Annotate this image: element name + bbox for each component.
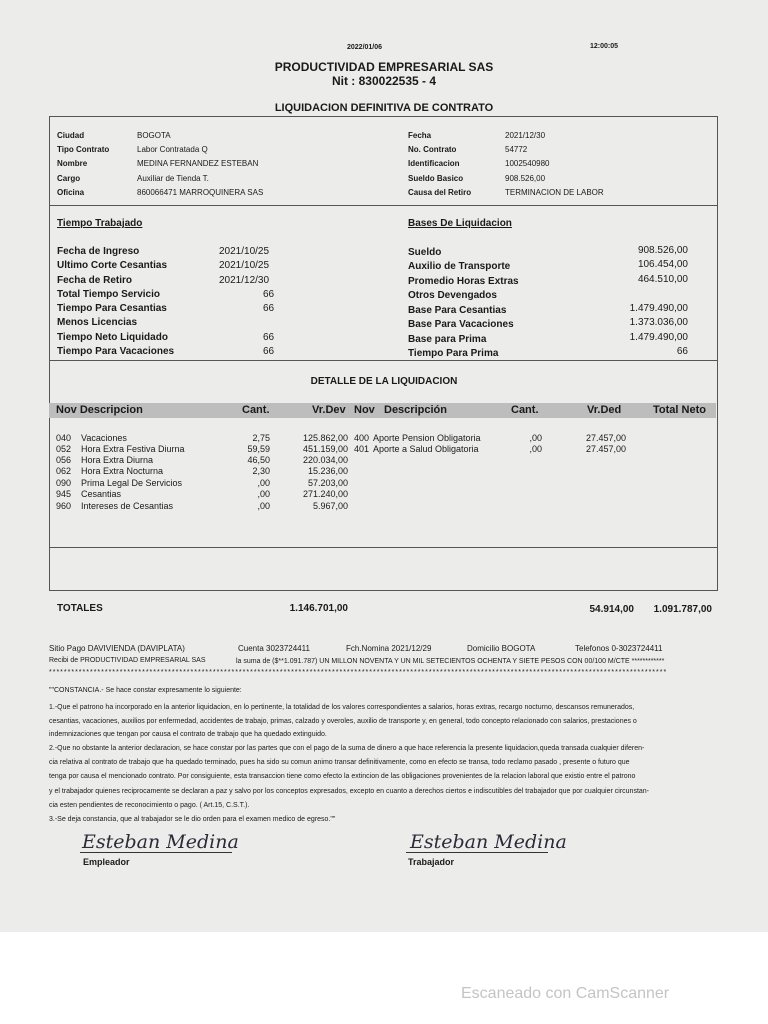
row-cant: 2,30 [252, 466, 270, 476]
row-nov: 401 [354, 444, 370, 454]
info-value: Labor Contratada Q [137, 145, 208, 154]
row-desc: Aporte a Salud Obligatoria [373, 444, 479, 454]
base-value: 464.510,00 [637, 274, 688, 285]
base-label: Base Para Vacaciones [408, 319, 514, 330]
tiempo-value: 66 [263, 289, 275, 300]
document-title: LIQUIDACION DEFINITIVA DE CONTRATO [274, 102, 494, 114]
tiempo-value: 2021/12/30 [219, 275, 270, 286]
signature-line [80, 852, 232, 853]
info-label: Nombre [57, 159, 88, 168]
fecha-nomina: Fch.Nomina 2021/12/29 [346, 644, 432, 653]
tiempo-label: Ultimo Corte Cesantias [57, 260, 168, 271]
base-label: Promedio Horas Extras [408, 276, 519, 287]
tiempo-value: 2021/10/25 [219, 260, 270, 271]
base-value: 106.454,00 [637, 259, 688, 270]
col-total-neto: Total Neto [653, 404, 706, 416]
row-desc: Vacaciones [81, 433, 127, 443]
col-nov-descripcion: Nov Descripcion [56, 404, 143, 416]
tiempo-label: Tiempo Para Vacaciones [57, 346, 175, 357]
row-cant: 46,50 [247, 455, 270, 465]
info-value: 1002540980 [505, 159, 550, 168]
row-desc: Hora Extra Festiva Diurna [81, 444, 185, 454]
constancia-line: cesantias, vacaciones, auxilios por enfermedad, accidentes de trabajo, primas, calzado y overoles, auxilio de transporte y, en general, todo concepto relacionado con salarios, prestaciones o [49, 718, 637, 725]
signature-line [406, 852, 548, 853]
print-date: 2022/01/06 [347, 44, 383, 51]
row-cant: ,00 [257, 478, 270, 488]
row-nov: 052 [56, 444, 72, 454]
row-nov: 040 [56, 433, 72, 443]
total-devengado: 1.146.701,00 [289, 603, 348, 614]
constancia-line: 3.-Se deja constancia, que al trabajador se le dio orden para el examen medico de egreso."" [49, 816, 336, 823]
info-value: 860066471 MARROQUINERA SAS [137, 188, 264, 197]
bases-title: Bases De Liquidacion [408, 218, 512, 229]
total-deducido: 54.914,00 [589, 604, 634, 615]
domicilio: Domicilio BOGOTA [467, 644, 536, 653]
col-cant: Cant. [242, 404, 270, 416]
base-label: Otros Devengados [408, 290, 497, 301]
base-label: Auxilio de Transporte [408, 261, 511, 272]
col-cant-ded: Cant. [511, 404, 539, 416]
print-time: 12:00:05 [590, 43, 619, 50]
constancia-line: indemnizaciones que tengan por causa el contrato de trabajo que ha quedado extinguido. [49, 731, 327, 738]
info-value: Auxiliar de Tienda T. [137, 174, 209, 183]
tiempo-value: 66 [263, 332, 275, 343]
info-value: TERMINACION DE LABOR [505, 188, 604, 197]
base-value: 66 [676, 346, 688, 357]
row-desc: Aporte Pension Obligatoria [373, 433, 481, 443]
base-value: 908.526,00 [637, 245, 688, 256]
constancia-line: tenga por causa el mencionado contrato. Por consiguiente, esta transaccion tiene como efecto la extincion de las obligaciones provenientes de la relacion laboral que existio entre el patrono [49, 773, 636, 780]
info-label: Ciudad [57, 131, 85, 140]
row-cant: ,00 [529, 433, 542, 443]
row-valor: 220.034,00 [302, 455, 348, 465]
row-cant: 2,75 [252, 433, 270, 443]
base-label: Tiempo Para Prima [408, 348, 499, 359]
row-nov: 960 [56, 501, 72, 511]
row-valor: 5.967,00 [312, 501, 348, 511]
row-desc: Hora Extra Diurna [81, 455, 154, 465]
base-value: 1.479.490,00 [629, 332, 688, 343]
row-valor: 125.862,00 [302, 433, 348, 443]
row-desc: Intereses de Cesantias [81, 501, 174, 511]
sitio-pago: Sitio Pago DAVIVIENDA (DAVIPLATA) [49, 644, 185, 653]
row-cant: ,00 [529, 444, 542, 454]
cuenta: Cuenta 3023724411 [238, 644, 310, 653]
tiempo-value: 66 [263, 346, 275, 357]
tiempo-title: Tiempo Trabajado [57, 218, 143, 229]
info-label: Causa del Retiro [408, 188, 472, 197]
tiempo-value: 66 [263, 303, 275, 314]
row-nov: 090 [56, 478, 72, 488]
info-label: Sueldo Basico [408, 174, 464, 183]
employer-signature: Esteban Medina [82, 831, 239, 853]
tiempo-label: Fecha de Retiro [57, 275, 133, 286]
row-desc: Cesantias [81, 489, 122, 499]
trabajador-label: Trabajador [408, 857, 455, 867]
info-label: No. Contrato [408, 145, 457, 154]
tiempo-label: Menos Licencias [57, 317, 138, 328]
constancia-line: cia relativa al contrato de trabajo que ha quedado terminado, pues ha sido su comun animo transar definitivamente, como en efecto se transa, todo reclamo pasado , presente o futuro que [49, 759, 630, 766]
detalle-title: DETALLE DE LA LIQUIDACION [310, 376, 458, 387]
divider [49, 205, 718, 206]
info-value: 54772 [505, 145, 528, 154]
row-valor: 27.457,00 [585, 433, 626, 443]
info-label: Cargo [57, 174, 81, 183]
tiempo-label: Fecha de Ingreso [57, 246, 140, 257]
suma-letras: la suma de ($**1.091.787) UN MILLON NOVENTA Y UN MIL SETECIENTOS OCHENTA Y SIETE PESOS CON 00/100 M/CTE ************ [236, 658, 665, 665]
row-valor: 57.203,00 [307, 478, 348, 488]
info-label: Identificacion [408, 159, 460, 168]
divider [49, 360, 718, 361]
recibi-de: Recibi de PRODUCTIVIDAD EMPRESARIAL SAS [49, 657, 206, 664]
base-label: Base para Prima [408, 334, 487, 345]
worker-signature: Esteban Medina [410, 831, 567, 853]
empleador-label: Empleador [83, 857, 130, 867]
row-cant: 59,59 [247, 444, 270, 454]
company-name: PRODUCTIVIDAD EMPRESARIAL SAS [274, 60, 494, 74]
row-nov: 945 [56, 489, 72, 499]
col-vr-dev: Vr.Dev [312, 404, 346, 416]
constancia-line: y el trabajador quienes reciprocamente se declaran a paz y salvo por los conceptos expresados, excepto en cuanto a derechos ciertos e indiscutibles del trabajador que por cualquier circunstan- [49, 788, 650, 795]
tiempo-value: 2021/10/25 [219, 246, 270, 257]
constancia-line: 1.-Que el patrono ha incorporado en la anterior liquidacion, en lo pertinente, la totalidad de los valores correspondientes a salarios, horas extras, recargo nocturno, descansos remunerados, [49, 704, 635, 711]
row-valor: 27.457,00 [585, 444, 626, 454]
info-value: MEDINA FERNANDEZ ESTEBAN [137, 159, 259, 168]
info-label: Oficina [57, 188, 85, 197]
company-nit: Nit : 830022535 - 4 [331, 74, 437, 88]
base-value: 1.479.490,00 [629, 303, 688, 314]
base-label: Base Para Cesantias [408, 305, 507, 316]
info-value: 908.526,00 [505, 174, 546, 183]
tiempo-label: Total Tiempo Servicio [57, 289, 160, 300]
col-descripcion: Descripción [384, 404, 447, 416]
info-label: Tipo Contrato [57, 145, 110, 154]
totales-label: TOTALES [57, 603, 103, 614]
separator-stars: ********************************************************************************************************************************************************************** [49, 669, 668, 676]
base-label: Sueldo [408, 247, 442, 258]
col-nov: Nov [354, 404, 375, 416]
row-nov: 056 [56, 455, 72, 465]
tiempo-label: Tiempo Para Cesantias [57, 303, 167, 314]
constancia-line: cia esten pendientes de reconocimiento o pago. ( Art.15, C.S.T.). [49, 802, 250, 809]
divider [49, 547, 718, 548]
info-value: BOGOTA [137, 131, 171, 140]
info-value: 2021/12/30 [505, 131, 546, 140]
row-cant: ,00 [257, 501, 270, 511]
scanner-watermark: Escaneado con CamScanner [461, 985, 670, 1002]
info-label: Fecha [408, 131, 432, 140]
row-desc: Prima Legal De Servicios [81, 478, 183, 488]
row-nov: 400 [354, 433, 370, 443]
total-neto: 1.091.787,00 [653, 604, 712, 615]
row-nov: 062 [56, 466, 72, 476]
row-valor: 451.159,00 [302, 444, 348, 454]
row-cant: ,00 [257, 489, 270, 499]
base-value: 1.373.036,00 [629, 317, 688, 328]
constancia-line: ""CONSTANCIA.- Se hace constar expresamente lo siguiente: [49, 687, 242, 694]
row-valor: 15.236,00 [307, 466, 348, 476]
telefonos: Telefonos 0-3023724411 [575, 644, 663, 653]
row-valor: 271.240,00 [302, 489, 348, 499]
tiempo-label: Tiempo Neto Liquidado [57, 332, 168, 343]
constancia-line: 2.-Que no obstante la anterior declaracion, se hace constar por las partes que con el pago de la suma de dinero a que hace referencia la presente liquidacion,queda transada cualquier diferen- [49, 745, 645, 752]
detail-table-header [49, 403, 716, 418]
col-vr-ded: Vr.Ded [587, 404, 622, 416]
row-desc: Hora Extra Nocturna [81, 466, 164, 476]
